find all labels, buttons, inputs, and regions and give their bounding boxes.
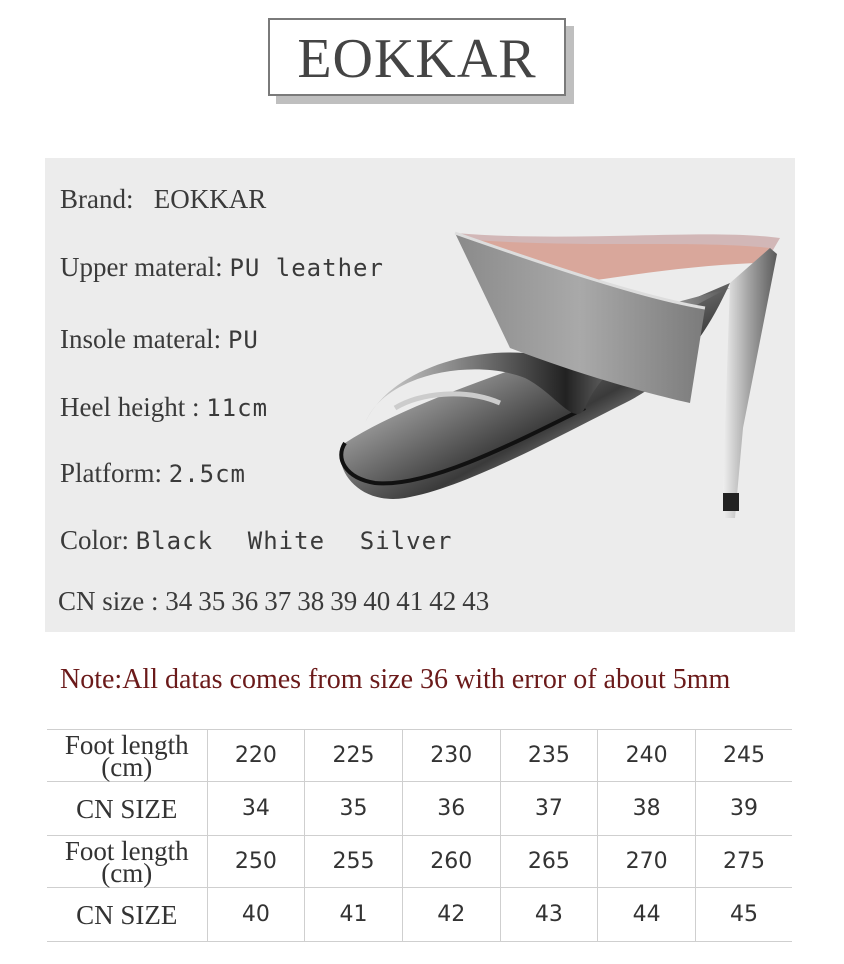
table-cell: 265 [500, 836, 598, 888]
heel-value: 11cm [206, 394, 269, 422]
table-cell: 275 [695, 836, 792, 888]
table-cell: 255 [305, 836, 403, 888]
color-option: Silver [359, 527, 453, 555]
size-note: Note:All datas comes from size 36 with error of about 5mm [60, 664, 731, 695]
table-cell: 250 [207, 836, 305, 888]
table-cell: 245 [695, 730, 792, 782]
cn-size-option: 39 [330, 586, 358, 616]
insole-value: PU [227, 326, 259, 354]
spec-color [60, 525, 480, 556]
heel-label: Heel height : [60, 392, 200, 422]
brand-logo [268, 18, 574, 104]
cn-size-option: 34 [165, 586, 193, 616]
table-cell: 42 [402, 888, 500, 942]
insole-label: Insole materal: [60, 324, 222, 354]
brand-value: EOKKAR [153, 184, 267, 214]
table-cell: 37 [500, 782, 598, 836]
spec-upper [60, 252, 384, 283]
table-row-cn-size [47, 782, 792, 836]
spec-cn-size [58, 586, 495, 617]
brand-label: Brand: [60, 184, 134, 214]
cn-size-option: 42 [429, 586, 457, 616]
table-cell: 270 [598, 836, 696, 888]
color-label: Color: [60, 525, 130, 555]
shoe-image [325, 188, 795, 518]
table-row-foot-length [47, 730, 792, 782]
platform-value: 2.5cm [168, 460, 246, 488]
table-cell: 45 [695, 888, 792, 942]
upper-value: PU leather [229, 254, 384, 282]
table-cell: 230 [402, 730, 500, 782]
cn-size-option: 43 [462, 586, 490, 616]
table-row-foot-length [47, 836, 792, 888]
table-cell: 235 [500, 730, 598, 782]
table-cell: 39 [695, 782, 792, 836]
cn-size-option: 37 [264, 586, 292, 616]
table-cell: 43 [500, 888, 598, 942]
table-cell: 35 [305, 782, 403, 836]
color-option: White [247, 527, 326, 555]
cn-size-header: CN SIZE [47, 782, 207, 836]
table-cell: 36 [402, 782, 500, 836]
table-cell: 38 [598, 782, 696, 836]
cn-size-label: CN size : [58, 586, 159, 616]
table-cell: 44 [598, 888, 696, 942]
cn-size-option: 35 [198, 586, 226, 616]
cn-size-option: 40 [363, 586, 391, 616]
size-chart-table [47, 729, 792, 942]
table-cell: 240 [598, 730, 696, 782]
cn-size-option: 36 [231, 586, 259, 616]
cn-size-option: 38 [297, 586, 325, 616]
spec-insole [60, 324, 259, 355]
table-cell: 260 [402, 836, 500, 888]
color-option: Black [135, 527, 214, 555]
upper-label: Upper materal: [60, 252, 223, 282]
table-cell: 34 [207, 782, 305, 836]
table-cell: 225 [305, 730, 403, 782]
cn-size-header: CN SIZE [47, 888, 207, 942]
table-row-cn-size [47, 888, 792, 942]
product-info-panel [45, 158, 795, 632]
foot-length-header: Foot length (cm) [47, 836, 207, 888]
cn-size-option: 41 [396, 586, 424, 616]
platform-label: Platform: [60, 458, 162, 488]
logo-frame [268, 18, 566, 96]
table-cell: 220 [207, 730, 305, 782]
spec-platform [60, 458, 246, 489]
logo-text: EOKKAR [297, 28, 537, 90]
spec-brand [60, 184, 266, 215]
table-cell: 40 [207, 888, 305, 942]
foot-length-header: Foot length (cm) [47, 730, 207, 782]
table-cell: 41 [305, 888, 403, 942]
spec-heel [60, 392, 268, 423]
